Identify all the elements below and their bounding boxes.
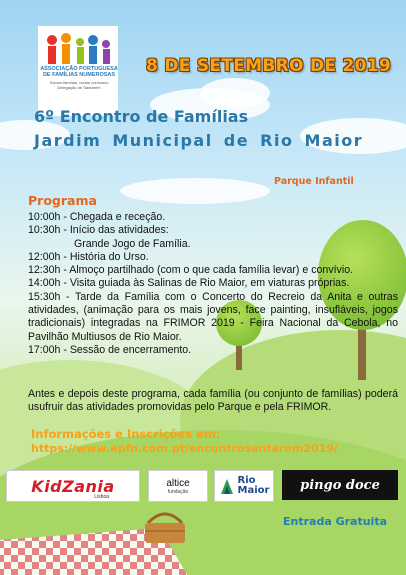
logo-subtext — [40, 80, 118, 90]
programa-heading: Programa — [28, 193, 97, 208]
cloud — [200, 78, 270, 108]
event-date: 8 DE SETEMBRO DE 2019 — [146, 56, 392, 76]
list-item: 10:30h - Início das atividades: — [28, 224, 169, 237]
kidzania-logo — [6, 470, 140, 502]
event-location: Jardim Municipal de Rio Maior — [34, 131, 364, 150]
registration-link[interactable]: https://www.apfn.com.pt/encontrosantarem2019/ — [31, 442, 339, 455]
programa-list — [28, 211, 398, 357]
altice-logo — [148, 470, 208, 502]
rio-maior-line1: Rio — [237, 475, 256, 486]
list-item: 17:00h - Sessão de encerramento. — [28, 343, 192, 356]
picnic-basket-icon — [140, 505, 190, 545]
logo-org-name — [40, 66, 118, 78]
pingo-doce-logo — [282, 470, 398, 500]
list-item: Grande Jogo de Família. — [74, 237, 191, 250]
info-heading: Informações e Inscrições em: — [31, 427, 221, 441]
list-item: 14:00h - Visita guiada às Salinas de Rio Maior, em viaturas próprias. — [28, 277, 350, 290]
altice-name: altice — [166, 477, 190, 489]
cloud — [120, 178, 270, 204]
program-note: Antes e depois deste programa, cada família (ou conjunto de famílias) poderá usufruir das atividades promovidas pelo Parque e pela FRIMOR. — [28, 388, 398, 414]
free-entry: Entrada Gratuita — [283, 515, 387, 528]
rio-maior-line2: Maior — [237, 485, 270, 496]
kidzania-name: KidZania — [31, 476, 115, 496]
kidzania-sub: Lisboa — [94, 494, 109, 500]
list-item: 12:30h - Almoço partilhado (com o que cada família levar) e convívio. — [28, 264, 354, 277]
list-item: 10:00h - Chegada e receção. — [28, 211, 166, 223]
venue-tag: Parque Infantil — [274, 176, 354, 187]
list-item: 12:00h - História do Urso. — [28, 250, 149, 263]
logo-line1: ASSOCIAÇÃO PORTUGUESA — [40, 66, 118, 72]
logo-line2: DE FAMÍLIAS NUMEROSAS — [42, 72, 116, 78]
rio-maior-logo — [214, 470, 274, 502]
logo-delegation: Delegação de Santarém — [57, 85, 101, 90]
event-title: 6º Encontro de Famílias — [34, 107, 249, 126]
list-item: 15:30h - Tarde da Família com o Concerto do Recreio da Anita e outras atividades, (animação para os mais jovens, face painting, insufláveis, jogos tradicionais) integradas na FRIMOR 2019 - Feira Nacional da Cebola, no Pavilhão Multiusos de Rio Maior. — [28, 290, 398, 343]
rio-maior-emblem-icon — [219, 476, 235, 496]
pingo-doce-name: pingo doce — [300, 477, 380, 493]
altice-sub: fundação — [167, 488, 189, 495]
logo-tagline: Somos famílias, contar connosco — [49, 80, 109, 85]
